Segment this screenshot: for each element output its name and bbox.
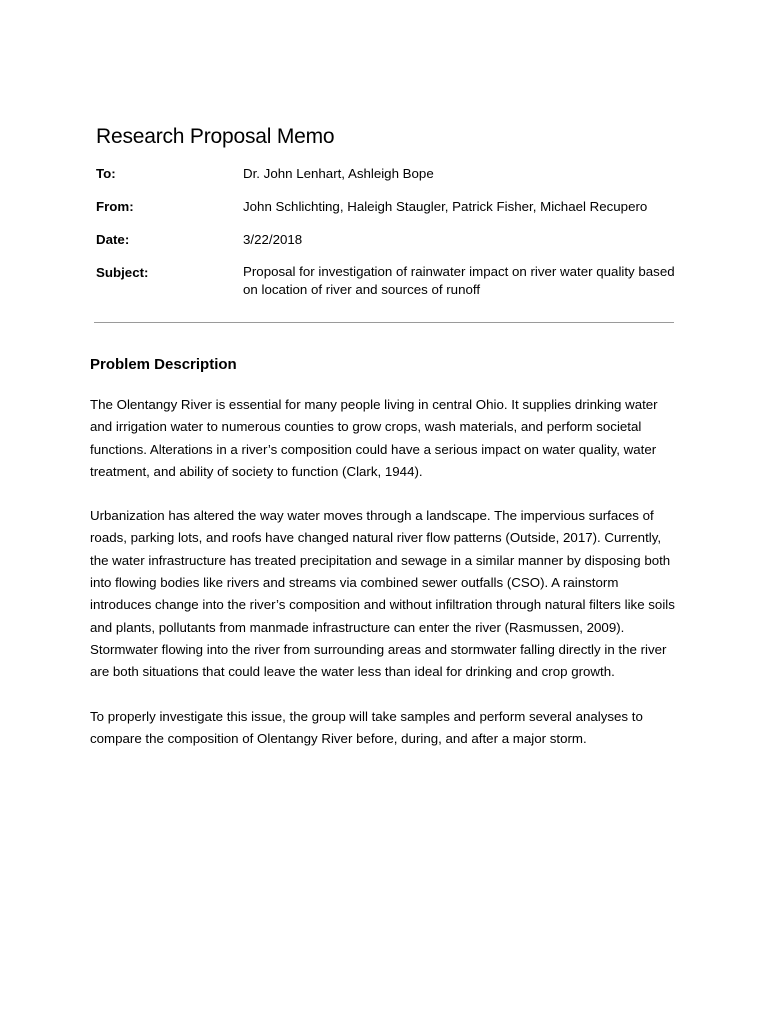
subject-row bbox=[96, 263, 676, 299]
memo-header bbox=[96, 122, 676, 299]
to-label: To: bbox=[96, 166, 116, 181]
paragraph-investigation: To properly investigate this issue, the group will take samples and perform several analyses to compare the composition of Olentangy River before, during, and after a major storm. bbox=[90, 708, 643, 746]
date-label: Date: bbox=[96, 232, 130, 247]
to-row bbox=[96, 164, 676, 183]
subject-value: Proposal for investigation of rainwater impact on river water quality based on location of river and sources of runoff bbox=[243, 264, 675, 297]
paragraph-importance: The Olentangy River is essential for many people living in central Ohio. It supplies drinking water and irrigation water to numerous counties to grow crops, wash materials, and perform societal functions. Alterations in a river’s composition could have a serious impact on water quality, water treatment, and ability of society to function (Clark, 1944). bbox=[90, 397, 658, 479]
date-value: 3/22/2018 bbox=[243, 232, 303, 247]
header-divider bbox=[94, 322, 674, 323]
section-heading: Problem Description bbox=[90, 356, 237, 373]
from-label: From: bbox=[96, 199, 134, 214]
paragraph-urbanization: Urbanization has altered the way water moves through a landscape. The impervious surfaces of roads, parking lots, and roofs have changed natural river flow patterns (Outside, 2017). Currently, the water infrastructure has treated precipitation and sewage in a similar manner by disposing both into flowing bodies like rivers and streams via combined sewer outfalls (CSO). A rainstorm introduces change into the river’s composition and without infiltration through natural filters like soils and plants, pollutants from manmade infrastructure can enter the river (Rasmussen, 2009). Stormwater flowing into the river from surrounding areas and stormwater falling directly in the river are both situations that could leave the water less than ideal for drinking and crop growth. bbox=[90, 508, 675, 680]
date-row bbox=[96, 230, 676, 249]
subject-label: Subject: bbox=[96, 265, 149, 280]
from-row bbox=[96, 197, 676, 216]
from-value: John Schlichting, Haleigh Staugler, Patrick Fisher, Michael Recupero bbox=[243, 199, 648, 214]
to-value: Dr. John Lenhart, Ashleigh Bope bbox=[243, 166, 434, 181]
memo-fields bbox=[96, 164, 676, 299]
problem-description-section bbox=[90, 354, 678, 772]
memo-title: Research Proposal Memo bbox=[96, 125, 335, 148]
